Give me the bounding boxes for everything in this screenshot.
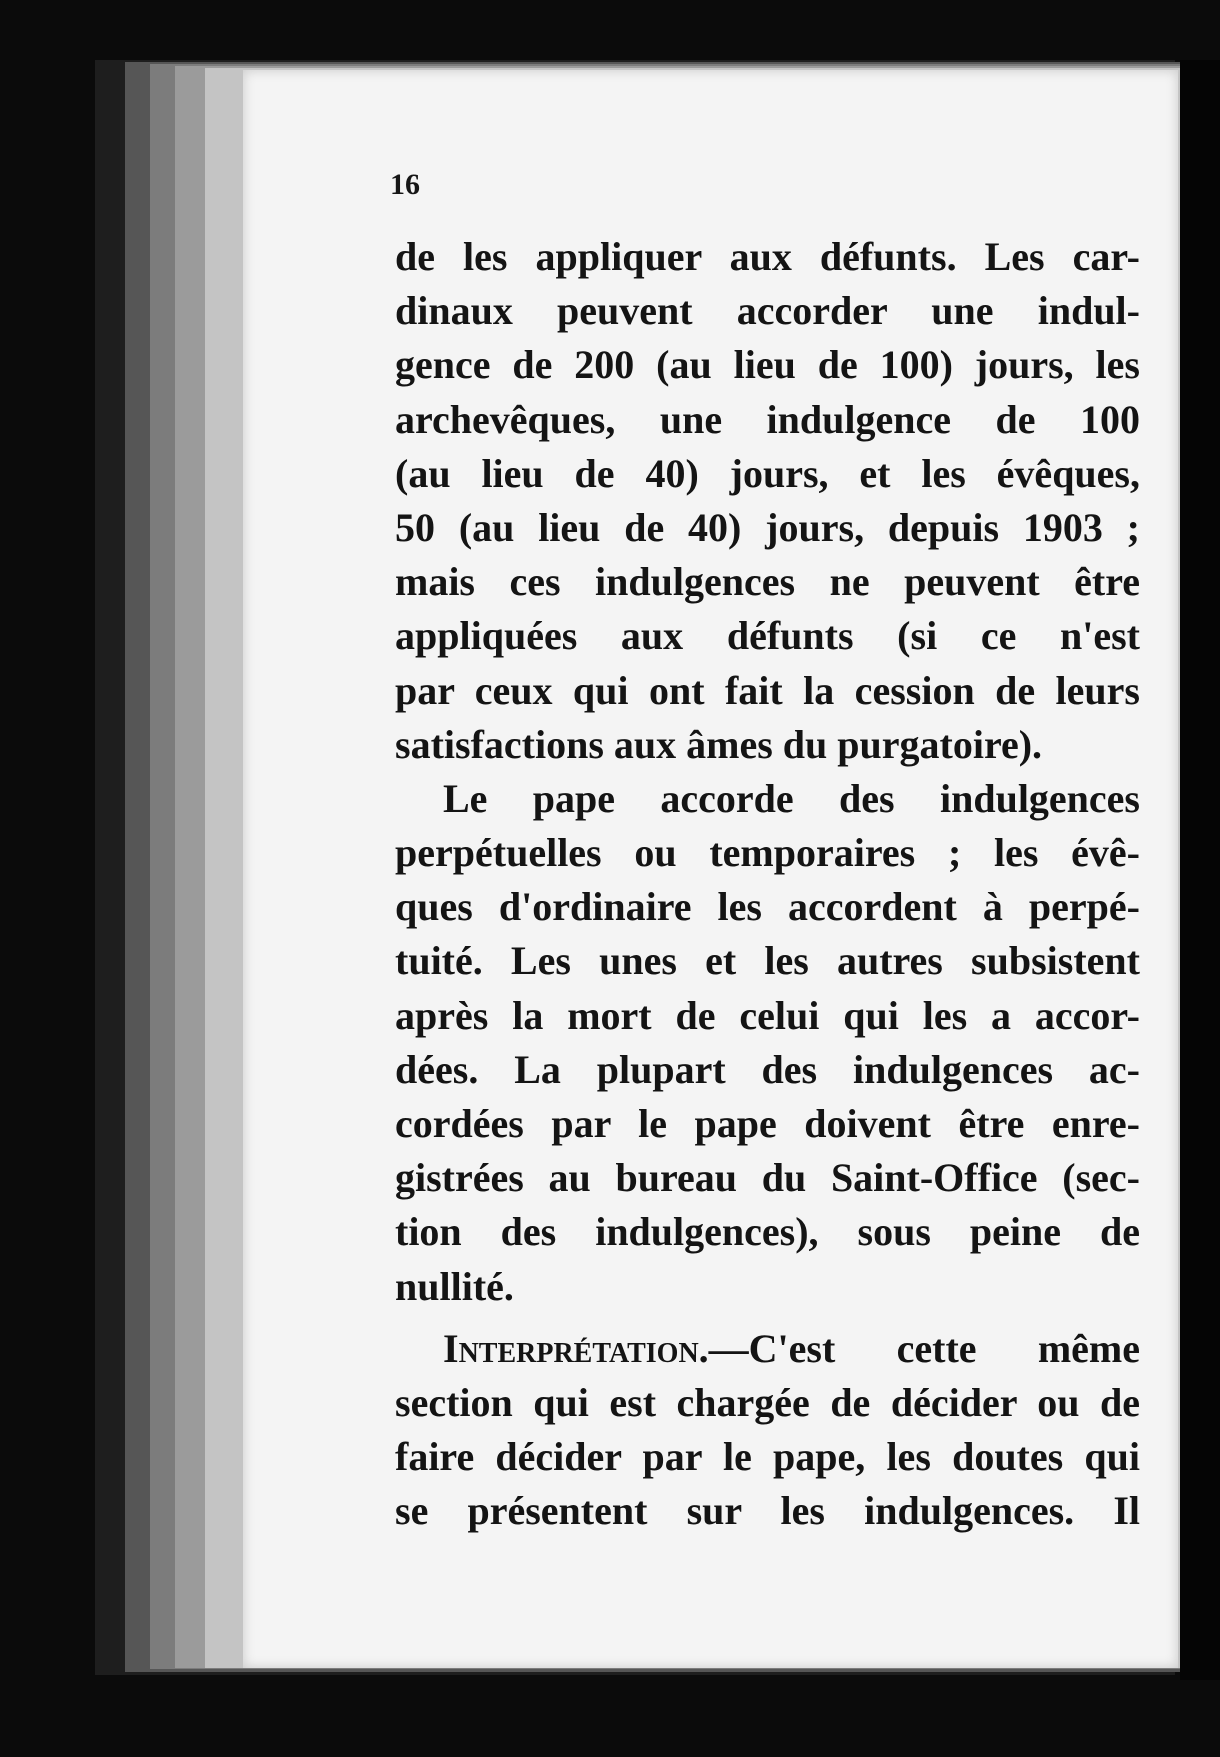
text-line: gence de 200 (au lieu de 100) jours, les <box>395 342 1140 388</box>
heading-continuation: —C'est cette même <box>708 1325 1140 1371</box>
text-line: nullité. <box>395 1263 514 1309</box>
text-line: satisfactions aux âmes du purgatoire). <box>395 721 1043 767</box>
body-text <box>395 230 1140 1539</box>
section-heading: Interprétation. <box>443 1325 709 1371</box>
text-line: archevêques, une indulgence de 100 <box>395 396 1140 442</box>
text-line: Le pape accorde des indulgences <box>443 775 1140 821</box>
text-line: perpétuelles ou temporaires ; les évê- <box>395 830 1140 876</box>
text-line: tion des indulgences), sous peine de <box>395 1209 1140 1255</box>
text-line: appliquées aux défunts (si ce n'est <box>395 613 1140 659</box>
text-line: ques d'ordinaire les accordent à perpé- <box>395 884 1140 930</box>
text-line: (au lieu de 40) jours, et les évêques, <box>395 450 1140 496</box>
text-line: cordées par le pape doivent être enre- <box>395 1101 1140 1146</box>
text-line: tuité. Les unes et les autres subsistent <box>395 938 1140 984</box>
text-line: 50 (au lieu de 40) jours, depuis 1903 ; <box>395 504 1140 550</box>
text-line: gistrées au bureau du Saint-Office (sec- <box>395 1155 1140 1201</box>
text-line: section qui est chargée de décider ou de <box>395 1379 1140 1425</box>
page-number: 16 <box>390 168 420 201</box>
text-line: de les appliquer aux défunts. Les car- <box>395 234 1140 279</box>
text-line: mais ces indulgences ne peuvent être <box>395 559 1140 605</box>
text-line: dées. La plupart des indulgences ac- <box>395 1046 1140 1092</box>
text-line: faire décider par le pape, les doutes qui <box>395 1434 1140 1480</box>
text-line: dinaux peuvent accorder une indul- <box>395 288 1140 334</box>
text-line: après la mort de celui qui les a accor- <box>395 992 1140 1038</box>
scan-border <box>1180 60 1220 1680</box>
text-line: par ceux qui ont fait la cession de leurs <box>395 667 1140 713</box>
text-line-heading <box>395 1322 1140 1376</box>
text-line: se présentent sur les indulgences. Il <box>395 1488 1140 1534</box>
